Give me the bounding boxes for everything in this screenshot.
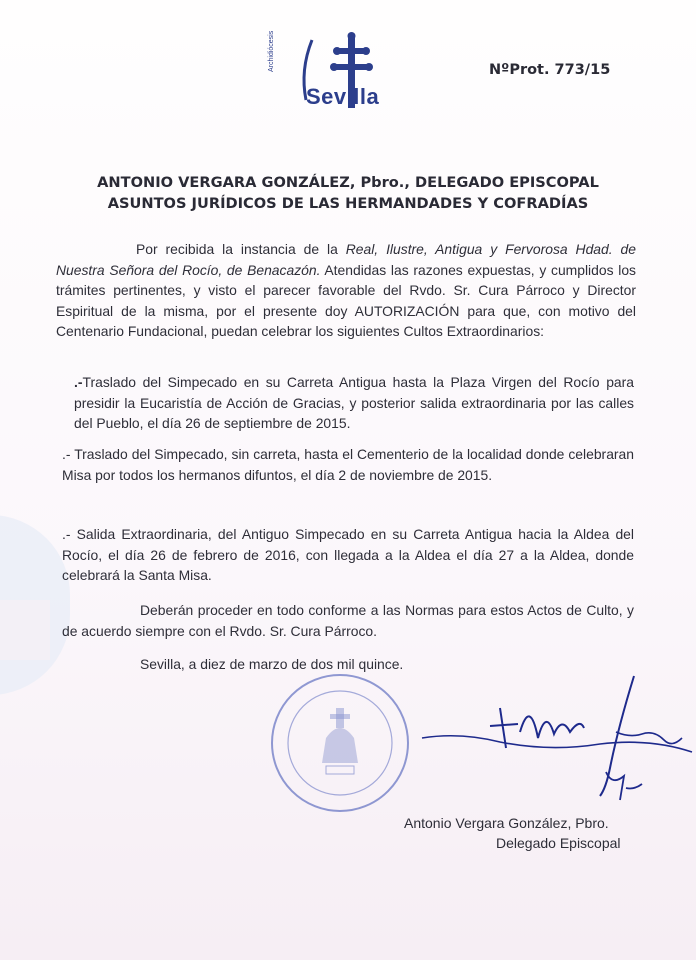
paragraph-item-1 bbox=[74, 372, 634, 434]
logo-vertical-text: Archidiócesis bbox=[268, 30, 275, 72]
paragraph-authorization bbox=[56, 239, 636, 342]
heading-line-2: ASUNTOS JURÍDICOS DE LAS HERMANDADES Y COFRADÍAS bbox=[107, 195, 589, 212]
heading-line-1: ANTONIO VERGARA GONZÁLEZ, Pbro., DELEGADO EPISCOPAL bbox=[97, 174, 599, 191]
item-1-text: Traslado del Simpecado en su Carreta Antigua hasta la Plaza Virgen del Rocío para presidir la Eucaristía de Acción de Gracias, y posterior salida extraordinaria por las calles del Pueblo, el día 26 de septiembre de 2015. bbox=[74, 374, 634, 431]
seal-stamp bbox=[262, 668, 422, 818]
item-1-marker: .- bbox=[74, 374, 83, 390]
paragraph-item-2: .- Traslado del Simpecado, sin carreta, hasta el Cementerio de la localidad donde celebraran Misa por todos los hermanos difuntos, el día 2 de noviembre de 2015. bbox=[62, 446, 634, 483]
document-heading bbox=[40, 172, 656, 214]
protocol-number: NºProt. 773/15 bbox=[489, 62, 611, 78]
paragraph-item-3: .- Salida Extraordinaria, del Antiguo Simpecado en su Carreta Antigua hacia la Aldea del Rocío, el día 26 de febrero de 2016, con llegada a la Aldea el día 27 a la Aldea, donde celebrará la Santa Misa. bbox=[62, 526, 634, 583]
p1-rest: Atendidas las razones expuestas, y cumplidos los trámites pertinentes, y visto el parecer favorable del Rvdo. Sr. Cura Párroco y Director Espiritual de la misma, por el presente doy AUTORIZACIÓN para que, con motivo del Centenario Fundacional, puedan celebrar los siguientes Cultos Extraordinarios: bbox=[56, 261, 636, 339]
handwritten-signature bbox=[420, 668, 696, 818]
paragraph-norms: Deberán proceder en todo conforme a las Normas para estos Actos de Culto, y de acuerdo siempre con el Rvdo. Sr. Cura Párroco. bbox=[62, 602, 634, 639]
signer-role: Delegado Episcopal bbox=[496, 835, 621, 851]
logo-word: Sevilla bbox=[306, 84, 380, 109]
p1-brotherhood-name: Real, Ilustre, Antigua y Fervorosa Hdad. de Nuestra Señora del Rocío, de Benacazón. bbox=[56, 241, 636, 278]
signer-name: Antonio Vergara González, Pbro. bbox=[404, 815, 609, 831]
place-and-date: Sevilla, a diez de marzo de dos mil quince. bbox=[140, 656, 404, 672]
p1-lead: Por recibida la instancia de la bbox=[136, 241, 346, 257]
watermark-shape-lower bbox=[0, 600, 50, 660]
